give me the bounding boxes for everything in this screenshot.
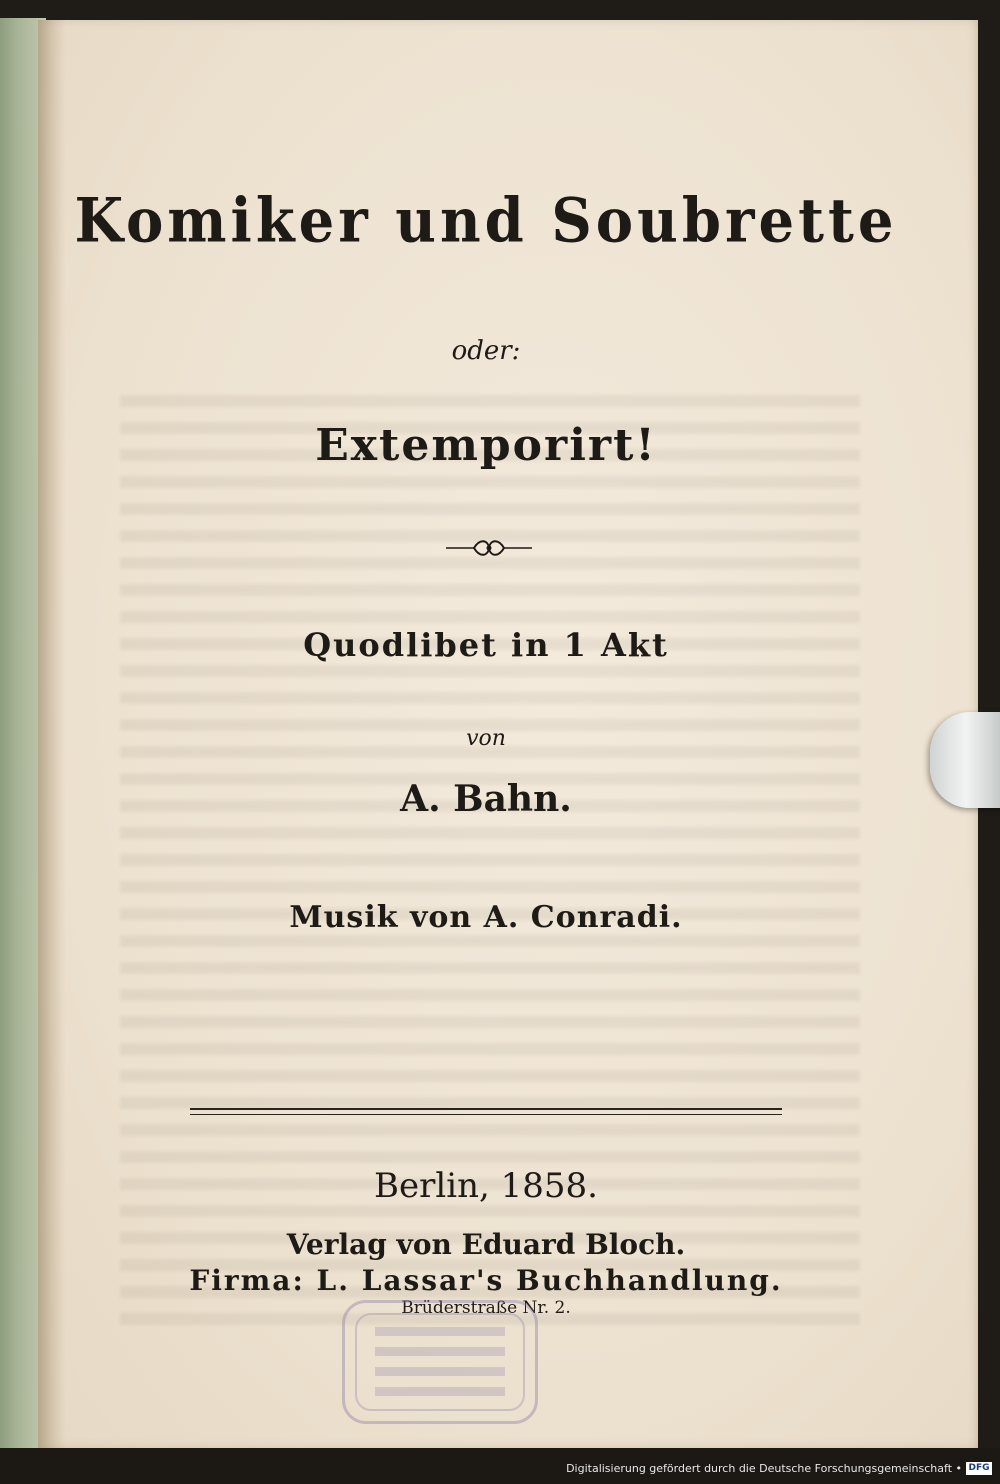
library-stamp-lettering [375,1327,505,1399]
dfg-logo: DFG [966,1462,992,1475]
publisher-line: Verlag von Eduard Bloch. [286,1228,686,1261]
title-connector: oder: [451,336,521,366]
firm-line: Firma: L. Lassar's Buchhandlung. [189,1264,783,1297]
author-name: A. Bahn. [400,778,572,820]
library-stamp [342,1300,538,1424]
publisher-address: Brüderstraße Nr. 2. [401,1298,571,1318]
genre-line: Quodlibet in 1 Akt [303,626,669,664]
book-subtitle: Extemporirt! [315,420,657,471]
double-rule-divider [190,1108,782,1115]
book-title: Komiker und Soubrette [74,185,898,257]
music-credit: Musik von A. Conradi. [289,900,683,935]
by-line: von [466,726,506,751]
city-year: Berlin, 1858. [374,1166,598,1206]
ornament-divider [444,536,534,560]
funding-credit: Digitalisierung gefördert durch die Deutsche Forschungsgemeinschaft • [566,1462,962,1475]
